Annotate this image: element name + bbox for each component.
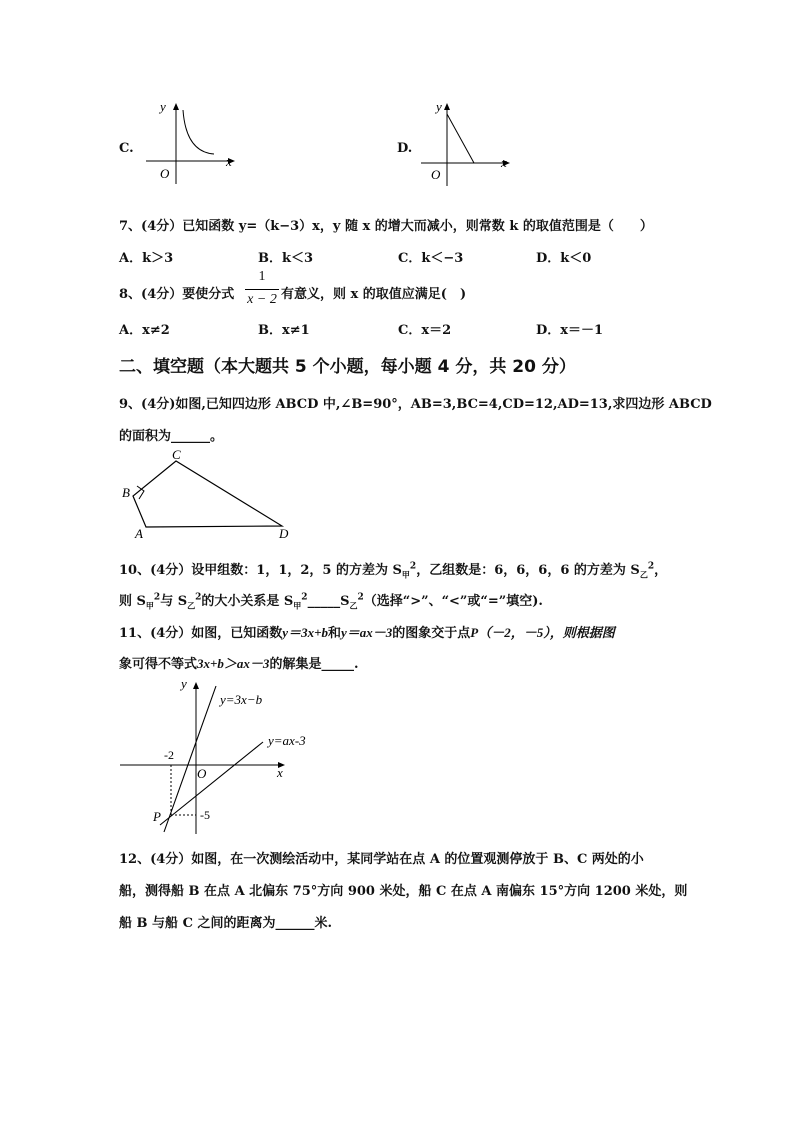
q9-label-a: A [135, 526, 143, 541]
graph-d-figure [418, 96, 518, 188]
graph-d-y-label: y [436, 99, 442, 114]
q10-line2-e: （选择“>”、“<”或“=”填空). [363, 594, 543, 609]
q8-fraction-bar [245, 289, 279, 290]
q10-line2-a: 则 S [119, 594, 146, 609]
q11-inequality: 3x+b＞ax－3 [197, 656, 270, 671]
q10-line1: 10、(4分）设甲组数：1，1，2，5 的方差为 $S_甲^2$，乙组数是：6，6，6，6 的方差为 $S_乙^2$， [119, 561, 668, 580]
q11-x-label: x [277, 765, 283, 780]
q11-point-label: P [153, 809, 161, 824]
q10-line1-a: 10、(4分）设甲组数：1，1，2，5 的方差为 S [119, 563, 402, 578]
q10-line2-d: _____S [307, 594, 350, 609]
q11-func2: y＝ax－3 [341, 625, 393, 640]
graph-c-figure [140, 96, 240, 184]
section-heading: 二、填空题（本大题共 5 个小题，每小题 4 分，共 20 分） [119, 357, 576, 377]
q12-line1: 12、(4分）如图，在一次测绘活动中，某同学站在点 A 的位置观测停放于 B、C 两处的小 [119, 852, 644, 867]
q9-quadrilateral-figure [118, 444, 298, 540]
q11-line2-a: 象可得不等式 [119, 657, 198, 672]
q11-y-arrow [193, 682, 199, 689]
q11-line1-a: 11、(4分）如图，已知函数 [119, 626, 283, 641]
q8-option-b[interactable]: B．x≠1 [258, 323, 310, 338]
q7-option-a[interactable]: A．k＞3 [119, 251, 174, 266]
graph-d-line [447, 114, 474, 163]
graph-c-origin-label: O [160, 166, 170, 181]
q11-line1-b: 的图象交于点 [392, 626, 471, 641]
graph-d-origin-label: O [431, 167, 441, 182]
q7-stem: 7、(4分）已知函数 y=（k−3）x，y 随 x 的增大而减小，则常数 k 的取值范围是（ ） [119, 219, 653, 234]
q11-point: P（－2，－5），则根据图 [470, 625, 615, 640]
q9-line2: 的面积为______。 [119, 429, 224, 444]
q10-sup-2: 2 [409, 561, 417, 572]
q8-stem-before: 8、(4分）要使分式 [119, 287, 235, 302]
q8-option-c[interactable]: C．x＝2 [398, 323, 452, 338]
graph-c-y-label: y [160, 99, 166, 114]
q10-sub-jia-3: 甲 [293, 600, 302, 611]
q11-x-tick-label: -2 [164, 748, 174, 762]
option-c-label: C. [119, 141, 134, 156]
q8-option-a[interactable]: A．x≠2 [119, 323, 170, 338]
q9-quadrilateral-abcd [133, 461, 282, 527]
q10-line1-b: ，乙组数是：6，6，6，6 的方差为 S [416, 563, 640, 578]
q11-graph-figure [118, 672, 306, 834]
graph-d-y-arrow [444, 103, 450, 110]
q9-label-b: B [122, 485, 130, 500]
q10-line2-b: 与 S [160, 594, 188, 609]
q11-line1 [119, 622, 615, 641]
q11-line2-label: y=ax-3 [268, 733, 306, 748]
q11-line2-b: 的解集是_____. [269, 657, 359, 672]
option-d-label: D. [397, 141, 413, 156]
graph-c-hyperbola-curve [183, 110, 214, 154]
q9-label-c: C [172, 447, 181, 462]
q10-sub-yi-3: 乙 [349, 600, 358, 611]
q8-stem-after: 有意义，则 x 的取值应满足( ) [281, 287, 467, 302]
q7-option-b[interactable]: B．k＜3 [258, 251, 314, 266]
q8-fraction-numerator: 1 [258, 269, 266, 284]
q10-line2-c: 的大小关系是 S [201, 594, 294, 609]
q12-line3: 船 B 与船 C 之间的距离为______米. [119, 916, 332, 931]
q12-line2: 船，测得船 B 在点 A 北偏东 75°方向 900 米处，船 C 在点 A 南偏东 15°方向 1200 米处，则 [119, 884, 688, 899]
graph-c-y-arrow [173, 103, 179, 110]
q10-sup-2c: 2 [153, 592, 161, 603]
q11-line2 [119, 653, 358, 672]
q7-option-d[interactable]: D．k＜0 [536, 251, 592, 266]
q11-func1: y＝3x+b [282, 625, 328, 640]
q10-sup-2e: 2 [301, 592, 308, 603]
q11-and: 和 [327, 626, 341, 641]
q8-option-d[interactable]: D．x＝－1 [536, 323, 604, 338]
q10-sub-yi-2: 乙 [187, 600, 196, 611]
q11-line-ax-3 [160, 742, 263, 825]
graph-d-x-label: x [501, 155, 507, 170]
q7-option-c[interactable]: C．k＜−3 [398, 251, 464, 266]
q8-fraction-denominator: x − 2 [247, 292, 277, 307]
q11-y-tick-label: -5 [200, 808, 210, 822]
q11-line1-label: y=3x−b [220, 692, 263, 707]
graph-c-x-label: x [226, 154, 232, 169]
q10-sub-yi: 乙 [639, 569, 648, 580]
q9-label-d: D [279, 526, 289, 541]
q10-sub-jia: 甲 [401, 569, 410, 580]
q9-line1: 9、(4分)如图,已知四边形 ABCD 中,∠B=90°，AB=3,BC=4,CD=12,AD=13,求四边形 ABCD [119, 397, 712, 412]
q10-sup-2b: 2 [647, 561, 655, 572]
q10-sup-2f: 2 [357, 592, 364, 603]
q10-sup-2d: 2 [195, 592, 202, 603]
q10-sub-jia-2: 甲 [145, 600, 154, 611]
q11-origin-label: O [197, 766, 207, 781]
q10-line2 [119, 590, 543, 612]
q11-y-label: y [181, 676, 187, 691]
